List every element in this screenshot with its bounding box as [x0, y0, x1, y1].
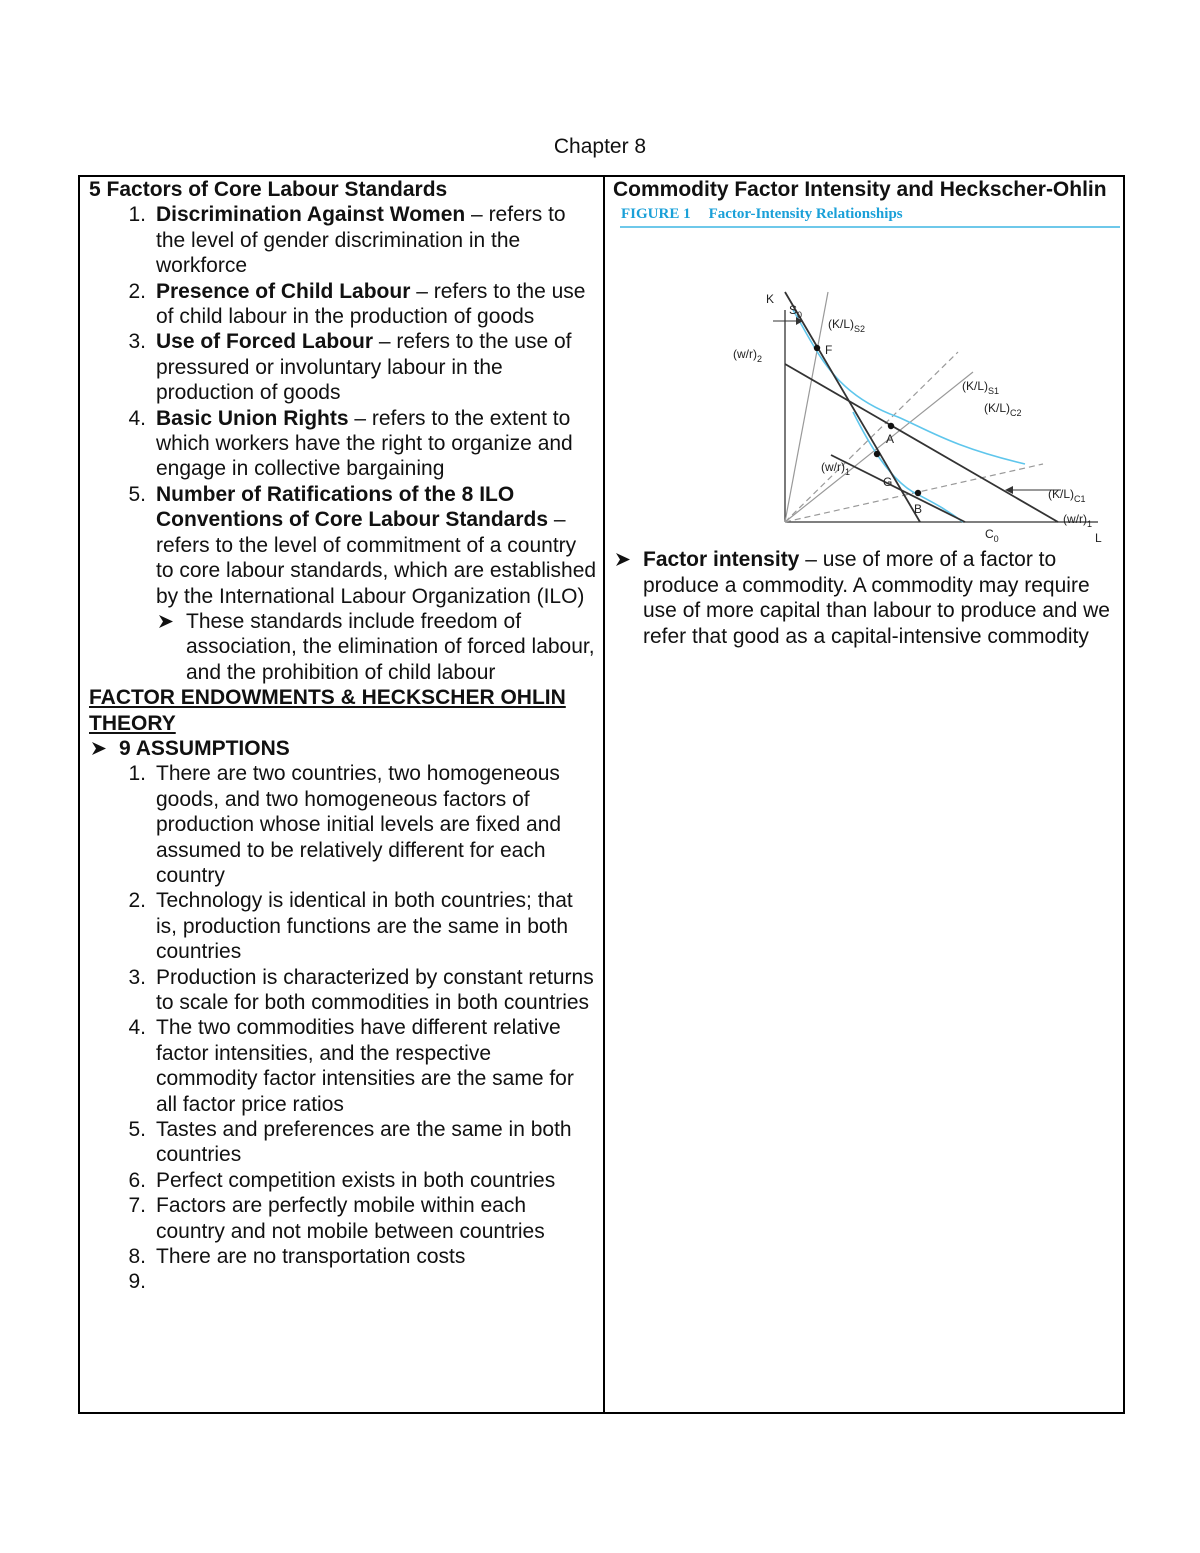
item-number: 7 .: [122, 1193, 152, 1218]
kl-c1-text: (K/L): [1048, 487, 1075, 502]
factor-item: [89, 279, 597, 330]
factor-desc: – refers to the use of pressured or involuntary labour in the production of goods: [156, 330, 572, 405]
assumption-item: [89, 1168, 597, 1193]
c0-label: [985, 527, 999, 544]
kl-s2-sub: S2: [854, 324, 866, 335]
right-header: Commodity Factor Intensity and Heckscher-Ohlin: [613, 178, 1107, 201]
kl-s1-ray: [785, 352, 958, 522]
left-column: [89, 177, 597, 1295]
kl-s2-text: (K/L): [828, 317, 855, 332]
assumptions-heading: [89, 736, 597, 761]
factor-desc: – refers to the level of commitment of a country to core labour standards, which are established by the International Labour Organization (ILO): [156, 508, 597, 608]
assumption-text: Factors are perfectly mobile within each country and not mobile between countries: [156, 1194, 545, 1243]
bullet-text: – use of more of a factor to produce a commodity. A commodity may require use of more capital than labour to produce and we refer that good as a capital-intensive commodity: [643, 548, 1110, 648]
s0-sub: 0: [797, 310, 803, 321]
section-title: FACTOR ENDOWMENTS & HECKSCHER OHLIN THEORY: [89, 686, 566, 735]
wr1-right-text: (w/r): [1063, 512, 1087, 527]
left-header: 5 Factors of Core Labour Standards: [89, 178, 448, 201]
figure-label: FIGURE 1: [621, 206, 691, 223]
f-label: F: [825, 343, 833, 358]
assumption-text: Perfect competition exists in both countries: [156, 1168, 556, 1192]
isoquant-c0: [853, 412, 963, 522]
isocost-wr1-parallel: [831, 455, 965, 522]
figure-graphic: [613, 202, 1121, 547]
item-number: 5 .: [122, 482, 152, 507]
assumption-item: [89, 1269, 597, 1294]
factor-desc: – refers to the level of gender discrimination in the workforce: [156, 203, 566, 278]
column-divider: [603, 177, 605, 1412]
kl-c1-sub: C1: [1074, 494, 1086, 505]
page-title: Chapter 8: [553, 135, 647, 158]
wr1-right-sub: 1: [1087, 519, 1093, 530]
assumption-text: There are two countries, two homogeneous goods, and two homogeneous factors of production whose initial levels are fixed and assumed to be relatively different for each country: [156, 762, 562, 887]
factor-intensity-figure: [613, 202, 1121, 547]
b-label: B: [914, 502, 923, 517]
wr1-right-label: [1063, 512, 1092, 529]
factor-term: Basic Union Rights: [156, 406, 349, 430]
factor5-sub-bullet: [156, 609, 597, 685]
item-number: 3 .: [122, 329, 152, 354]
s0-text: S: [789, 303, 798, 318]
factor-item: [89, 329, 597, 405]
factor-desc: – refers to the extent to which workers have the right to organize and engage in collective bargaining: [156, 406, 573, 481]
assumption-item: [89, 965, 597, 1016]
wr1-mid-text: (w/r): [821, 460, 845, 475]
s0-label: [789, 303, 802, 320]
factor-item: [89, 482, 597, 609]
factor-intensity-bullet: [613, 547, 1121, 649]
c0-sub: 0: [993, 534, 999, 545]
item-number: 4 .: [122, 406, 152, 431]
factor-term: Discrimination Against Women: [156, 203, 466, 227]
item-number: 4 .: [122, 1015, 152, 1040]
assumption-item: [89, 761, 597, 888]
assumption-item: [89, 1244, 597, 1269]
factor-term: Presence of Child Labour: [156, 279, 411, 303]
item-number: 3 .: [122, 965, 152, 990]
factor-term: Use of Forced Labour: [156, 330, 374, 354]
wr1-mid-sub: 1: [845, 467, 851, 478]
assumption-text: Production is characterized by constant returns to scale for both commodities in both countries: [156, 965, 594, 1014]
arrow-bullet-icon: [613, 547, 635, 572]
factors-list: [89, 202, 597, 609]
right-column: [613, 177, 1121, 649]
g-label: G: [883, 475, 893, 490]
assumption-item: [89, 1117, 597, 1168]
sub-bullet-text: These standards include freedom of association, the elimination of forced labour, and the prohibition of child labour: [186, 609, 595, 684]
item-number: 2 .: [122, 888, 152, 913]
point-f: [814, 345, 820, 351]
assumption-item: [89, 1193, 597, 1244]
item-number: 9 .: [122, 1269, 152, 1294]
item-number: 5 .: [122, 1117, 152, 1142]
factor-term: Number of Ratifications of the 8 ILO Conventions of Core Labour Standards: [156, 482, 549, 532]
assumptions-heading-text: 9 ASSUMPTIONS: [119, 736, 290, 760]
notes-table: [78, 175, 1125, 1414]
arrow-bullet-icon: [89, 736, 111, 761]
kl-c2-text: (K/L): [984, 401, 1011, 416]
l-axis-label: L: [1095, 531, 1102, 546]
k-axis-label: K: [766, 292, 775, 307]
wr2-sub: 2: [757, 354, 763, 365]
kl-s1-text: (K/L): [962, 379, 989, 394]
assumption-text: Technology is identical in both countries; that is, production functions are the same in both countries: [156, 889, 573, 964]
kl-c2-label: [984, 401, 1022, 418]
assumption-text: The two commodities have different relative factor intensities, and the respective commodity factor intensities are the same for all factor price ratios: [156, 1016, 574, 1116]
assumptions-list: [89, 761, 597, 1295]
point-b: [915, 490, 921, 496]
item-number: 6 .: [122, 1168, 152, 1193]
kl-c2-ray: [785, 372, 973, 522]
kl-c2-sub: C2: [1010, 408, 1022, 419]
assumption-text: Tastes and preferences are the same in both countries: [156, 1118, 572, 1167]
factor-desc: – refers to the use of child labour in the production of goods: [156, 279, 586, 329]
assumption-text: There are no transportation costs: [156, 1245, 466, 1269]
assumption-item: [89, 1015, 597, 1117]
item-number: 2 .: [122, 279, 152, 304]
wr2-label: [733, 347, 762, 364]
arrow-bullet-icon: [156, 609, 178, 634]
item-number: 8 .: [122, 1244, 152, 1269]
point-a: [888, 423, 894, 429]
factor-item: [89, 406, 597, 482]
kl-s2-label: [828, 317, 865, 334]
item-number: 1 .: [122, 202, 152, 227]
point-g: [874, 451, 880, 457]
kl-s1-sub: S1: [988, 386, 1000, 397]
a-label: A: [886, 432, 895, 447]
kl-s2-ray: [785, 292, 828, 522]
c0-text: C: [985, 527, 994, 542]
item-number: 1 .: [122, 761, 152, 786]
assumption-item: [89, 888, 597, 964]
figure-title: Factor-Intensity Relationships: [708, 206, 903, 223]
wr2-text: (w/r): [733, 347, 757, 362]
kl-s1-label: [962, 379, 999, 396]
kl-c1-label: [1048, 487, 1086, 504]
bullet-term: Factor intensity: [643, 548, 800, 572]
factor-item: [89, 202, 597, 278]
